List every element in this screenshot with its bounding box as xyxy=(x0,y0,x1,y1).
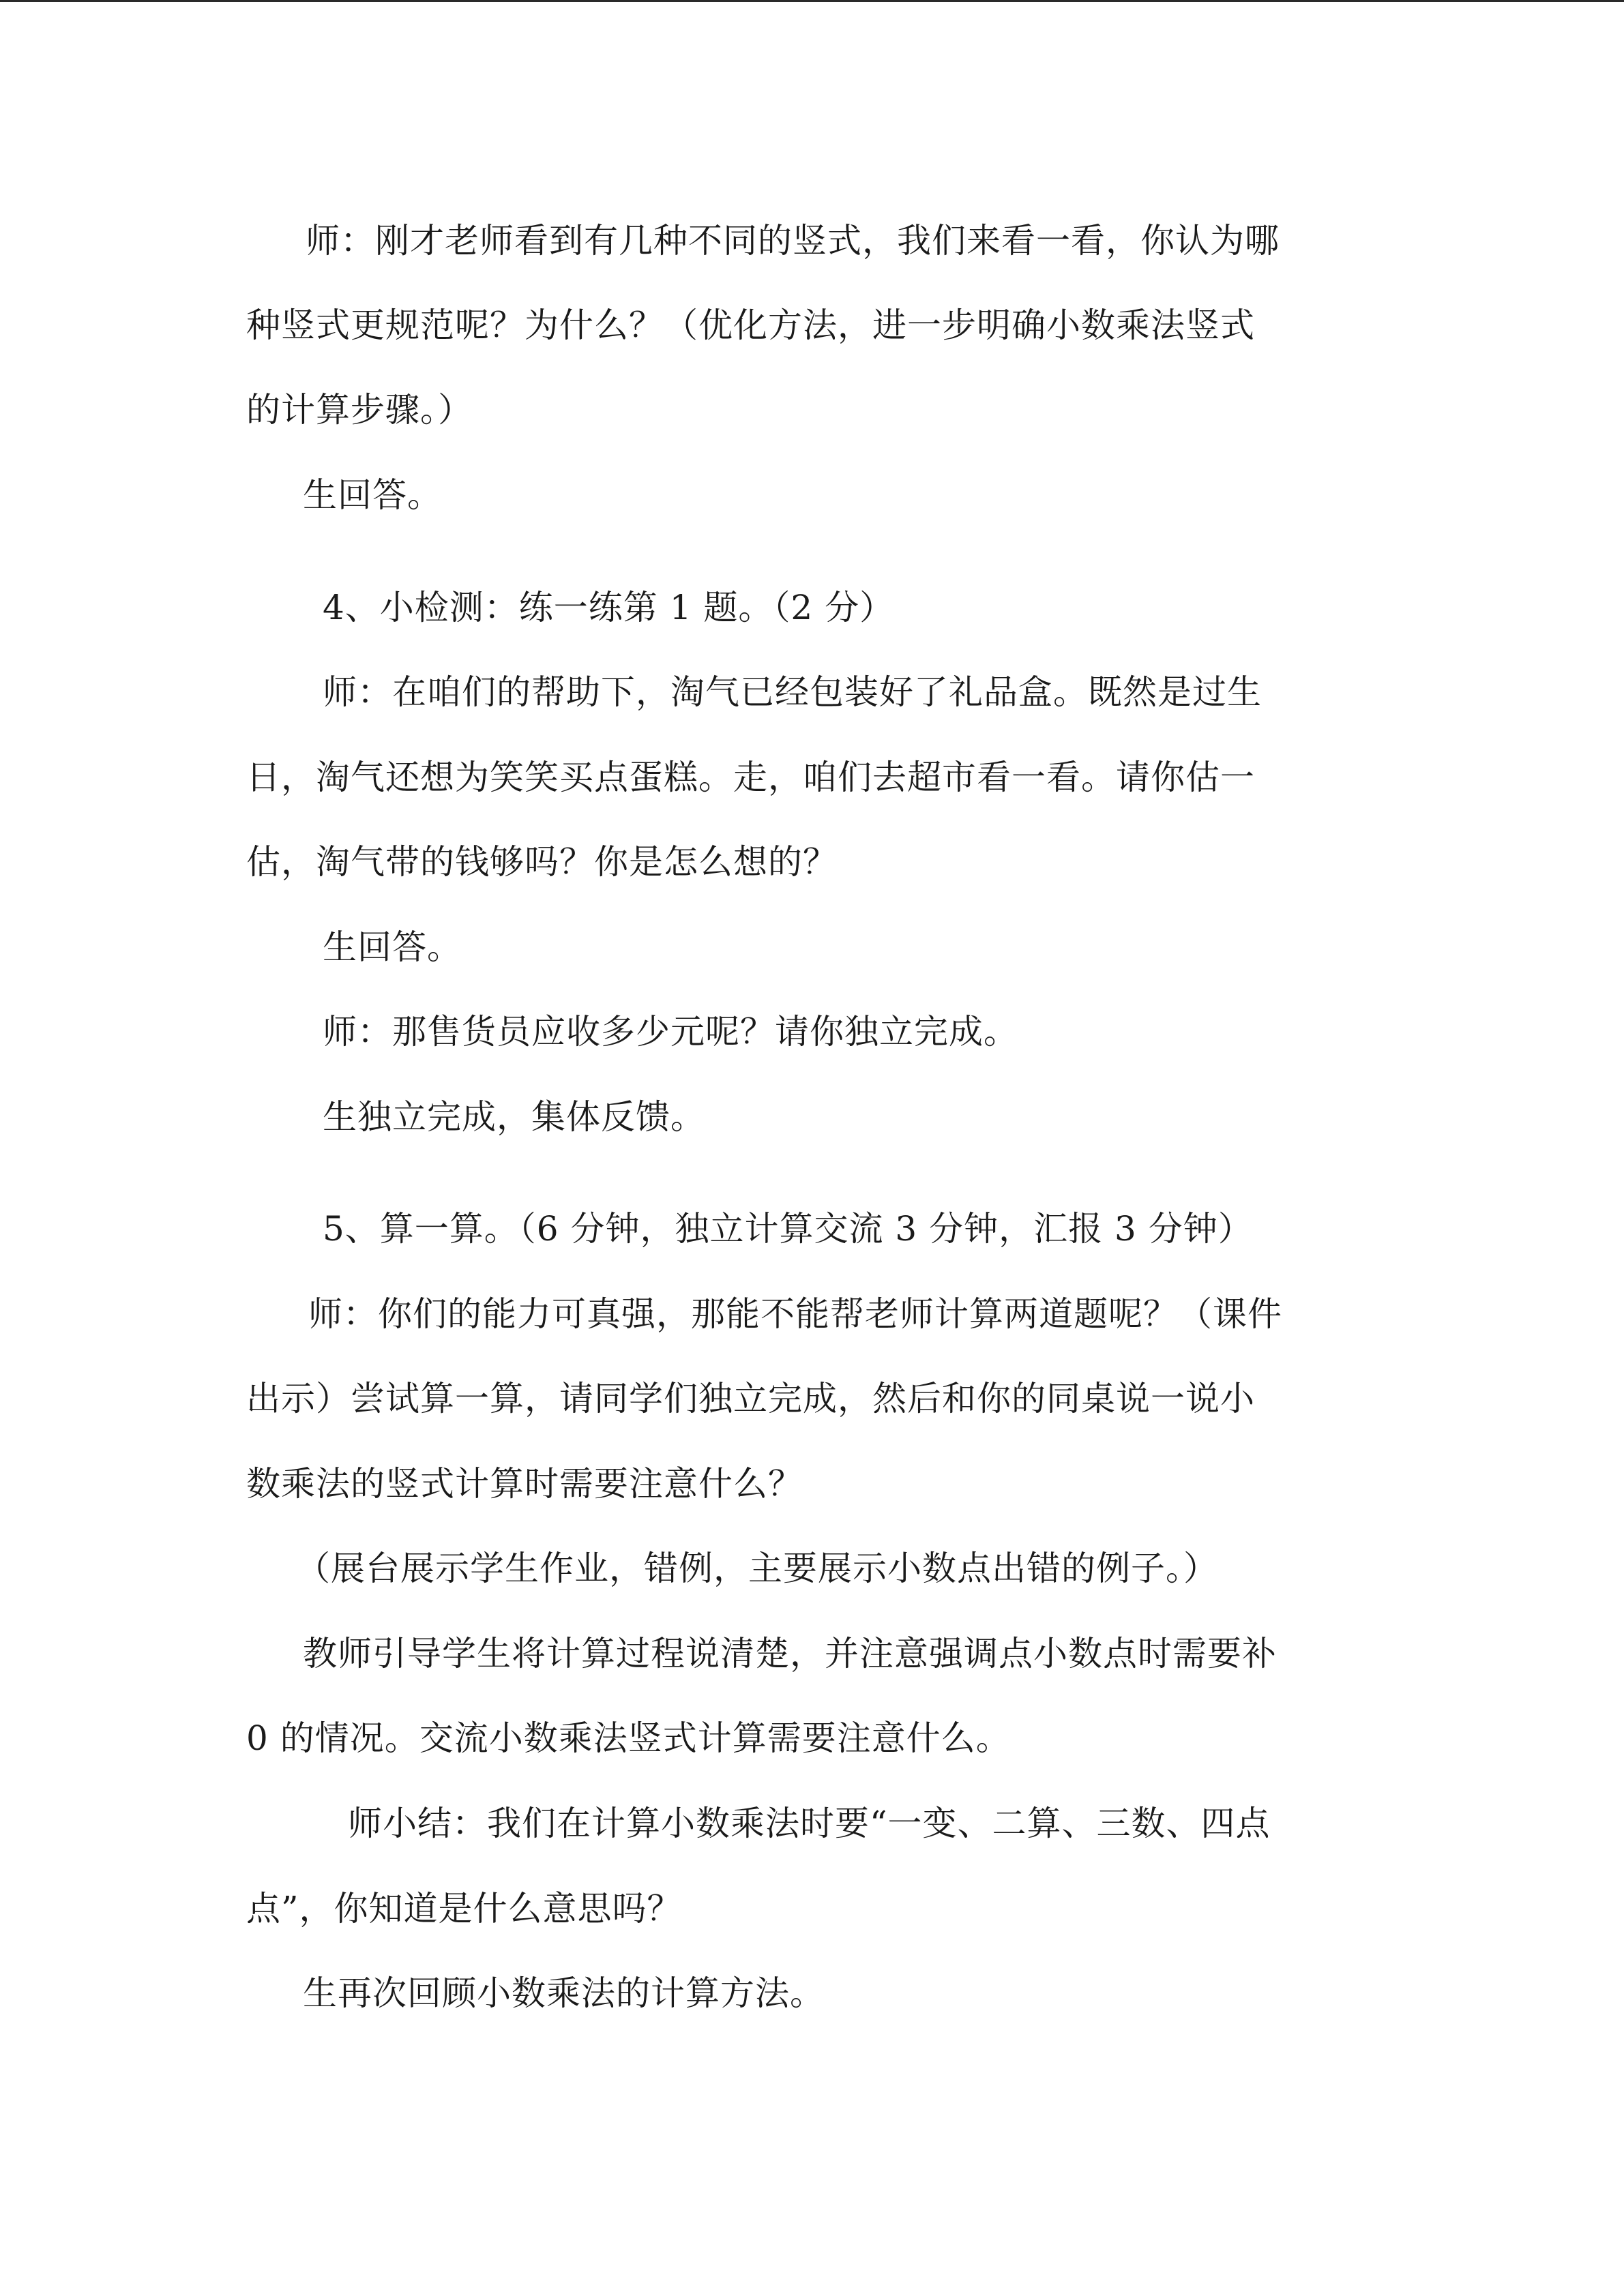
text-line: 估，淘气带的钱够吗？你是怎么想的？ xyxy=(246,842,838,882)
text-line: 数乘法的竖式计算时需要注意什么？ xyxy=(246,1464,803,1504)
text-line: 生独立完成，集体反馈。 xyxy=(323,1097,705,1137)
section-heading: 4、小检测：练一练第 1 题。（2 分） xyxy=(323,588,895,627)
text-line: 的计算步骤。） xyxy=(246,390,473,430)
text-line: 师：那售货员应收多少元呢？请你独立完成。 xyxy=(323,1012,1018,1052)
text-line: 生回答。 xyxy=(303,475,442,515)
text-line: 教师引导学生将计算过程说清楚，并注意强调点小数点时需要补 xyxy=(303,1634,1277,1673)
text-line: 师：在咱们的帮助下，淘气已经包装好了礼品盒。既然是过生 xyxy=(323,672,1262,712)
text-line: 生再次回顾小数乘法的计算方法。 xyxy=(303,1973,825,2013)
text-line: 出示）尝试算一算，请同学们独立完成，然后和你的同桌说一说小 xyxy=(246,1379,1255,1418)
text-line: 师：刚才老师看到有几种不同的竖式，我们来看一看，你认为哪 xyxy=(306,221,1280,260)
text-line: （展台展示学生作业，错例，主要展示小数点出错的例子。） xyxy=(296,1549,1218,1588)
text-line: 师：你们的能力可真强，那能不能帮老师计算两道题呢？（课件 xyxy=(308,1294,1282,1334)
text-line: 生回答。 xyxy=(323,927,462,967)
text-line: 日，淘气还想为笑笑买点蛋糕。走，咱们去超市看一看。请你估一 xyxy=(246,758,1255,797)
text-line: 点”，你知道是什么意思吗？ xyxy=(246,1889,682,1928)
section-heading: 5、算一算。（6 分钟，独立计算交流 3 分钟，汇报 3 分钟） xyxy=(323,1209,1253,1249)
text-line: 0 的情况。交流小数乘法竖式计算需要注意什么。 xyxy=(246,1718,1011,1758)
text-line: 师小结：我们在计算小数乘法时要“一变、二算、三数、四点 xyxy=(348,1804,1271,1843)
text-line: 种竖式更规范呢？为什么？（优化方法，进一步明确小数乘法竖式 xyxy=(246,305,1255,345)
